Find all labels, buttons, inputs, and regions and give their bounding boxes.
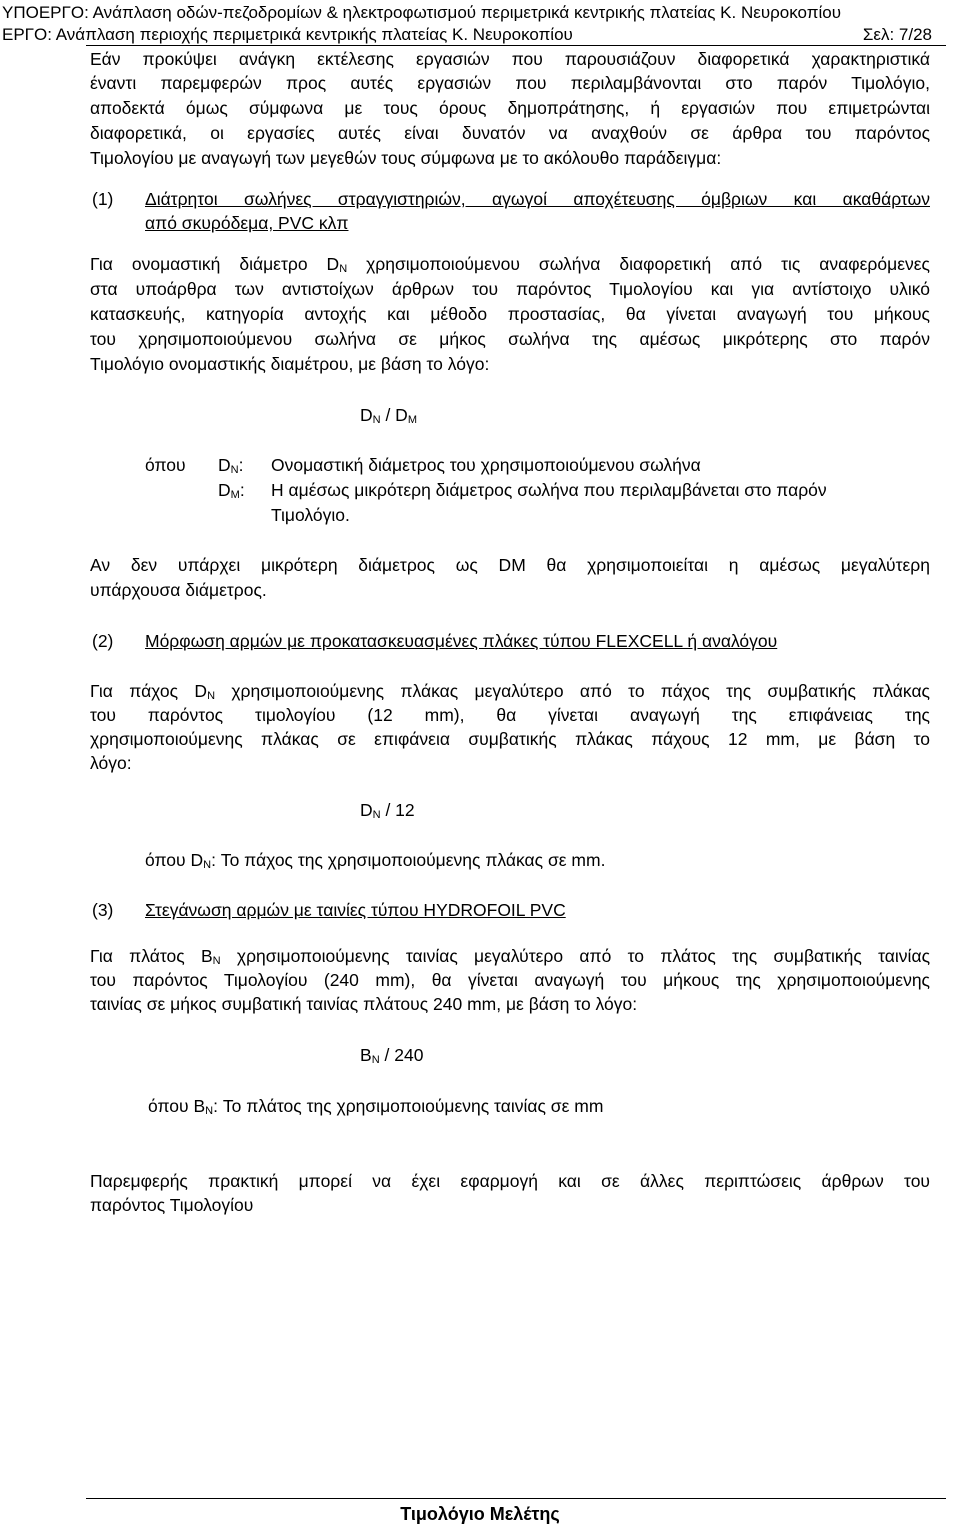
- section1-number: (1): [92, 189, 114, 209]
- header-divider: [86, 45, 946, 46]
- section2-where-line: όπου DN: Το πάχος της χρησιμοποιούμενης πλάκας σε mm.: [145, 850, 606, 871]
- header-project-line: ΥΠΟΕΡΓΟ: Ανάπλαση οδών-πεζοδρομίων & ηλεκτροφωτισμού περιμετρικά κεντρικής πλατείας Κ. Νευροκοπίου: [2, 3, 842, 22]
- intro-line-1: Εάν προκύψει ανάγκη εκτέλεσης εργασιών που παρουσιάζουν διαφορετικά χαρακτηριστικά: [90, 49, 930, 69]
- footer-divider: [86, 1498, 946, 1499]
- section1-where-label: όπου: [145, 455, 186, 475]
- section2-paragraph-line3: χρησιμοποιούμενης πλάκας σε επιφάνεια συμβατικής πλάκας πάχους 12 mm, με βάση το: [90, 729, 930, 749]
- closing-line2: παρόντος Τιμολογίου: [90, 1195, 254, 1215]
- section1-def2-symbol: DM:: [218, 480, 245, 501]
- section1-paragraph-line3: κατασκευής, κατηγορία αντοχής και μέθοδο προστασίας, θα γίνεται αναγωγή του μήκους: [90, 304, 930, 324]
- section1-note-line1: Αν δεν υπάρχει μικρότερη διάμετρος ως DM θα χρησιμοποιείται η αμέσως μεγαλύτερη: [90, 555, 930, 575]
- section3-paragraph-line3: ταινίας σε μήκος συμβατική ταινίας πλάτους 240 mm, με βάση το λόγο:: [90, 994, 638, 1014]
- section1-paragraph-line4: του χρησιμοποιούμενου σωλήνα σε μήκος σωλήνα της αμέσως μικρότερης στο παρόν: [90, 329, 930, 349]
- section1-def2-text-2: Τιμολόγιο.: [271, 505, 350, 525]
- section1-def2-text-1: Η αμέσως μικρότερη διάμετρος σωλήνα που περιλαμβάνεται στο παρόν: [271, 480, 827, 500]
- section1-title-line2: από σκυρόδεμα, PVC κλπ: [145, 213, 349, 233]
- header-page-number: Σελ: 7/28: [862, 25, 932, 44]
- intro-line-4: διαφορετικά, οι εργασίες αυτές είναι δυνατόν να αναχθούν σε άρθρα του παρόντος: [90, 123, 930, 143]
- section3-formula: BN / 240: [360, 1045, 424, 1066]
- closing-line1: Παρεμφερής πρακτική μπορεί να έχει εφαρμογή και σε άλλες περιπτώσεις άρθρων του: [90, 1171, 930, 1191]
- section3-where-line: όπου BN: Το πλάτος της χρησιμοποιούμενης ταινίας σε mm: [148, 1096, 604, 1117]
- section1-paragraph-line1: Για ονομαστική διάμετρο DN χρησιμοποιούμενου σωλήνα διαφορετική από τις αναφερόμενες: [90, 254, 930, 275]
- section1-note-line2: υπάρχουσα διάμετρος.: [90, 580, 267, 600]
- section3-paragraph-line1: Για πλάτος BN χρησιμοποιούμενης ταινίας μεγαλύτερο από το πλάτος της συμβατικής ταινίας: [90, 946, 930, 967]
- section1-title-line1: Διάτρητοι σωλήνες στραγγιστηριών, αγωγοί αποχέτευσης όμβριων και ακαθάρτων: [145, 189, 930, 209]
- section2-formula: DN / 12: [360, 800, 415, 821]
- header-work-line: ΕΡΓΟ: Ανάπλαση περιοχής περιμετρικά κεντρικής πλατείας Κ. Νευροκοπίου: [2, 25, 573, 44]
- section2-number: (2): [92, 631, 114, 651]
- section3-title: Στεγάνωση αρμών με ταινίες τύπου HYDROFOIL PVC: [145, 900, 566, 920]
- section3-number: (3): [92, 900, 114, 920]
- section3-paragraph-line2: του παρόντος Τιμολογίου (240 mm), θα γίνεται αναγωγή του μήκους της χρησιμοποιούμενης: [90, 970, 930, 990]
- intro-line-5: Τιμολογίου με αναγωγή των μεγεθών τους σύμφωνα με το ακόλουθο παράδειγμα:: [90, 148, 722, 168]
- intro-line-3: αποδεκτά όμως σύμφωνα με τους όρους δημοπράτησης, ή εργασιών που επιμετρώνται: [90, 98, 930, 118]
- section1-formula: DN / DM: [360, 405, 417, 426]
- section1-paragraph-line5: Τιμολόγιο ονομαστικής διαμέτρου, με βάση το λόγο:: [90, 354, 490, 374]
- intro-line-2: έναντι παρεμφερών προς αυτές εργασιών που περιλαμβάνονται στο παρόν Τιμολόγιο,: [90, 73, 930, 93]
- section1-def1-symbol: DN:: [218, 455, 244, 476]
- section2-paragraph-line1: Για πάχος DN χρησιμοποιούμενης πλάκας μεγαλύτερο από το πάχος της συμβατικής πλάκας: [90, 681, 930, 702]
- section2-paragraph-line4: λόγο:: [90, 753, 132, 773]
- section1-paragraph-line2: στα υποάρθρα των αντιστοίχων άρθρων του παρόντος Τιμολογίου και για αντίστοιχο υλικό: [90, 279, 930, 299]
- section2-title: Μόρφωση αρμών με προκατασκευασμένες πλάκες τύπου FLEXCELL ή αναλόγου: [145, 631, 778, 651]
- section2-paragraph-line2: του παρόντος τιμολογίου (12 mm), θα γίνεται αναγωγή της επιφάνειας της: [90, 705, 930, 725]
- section1-def1-text: Ονομαστική διάμετρος του χρησιμοποιούμενου σωλήνα: [271, 455, 701, 475]
- footer-title: Τιμολόγιο Μελέτης: [400, 1504, 560, 1524]
